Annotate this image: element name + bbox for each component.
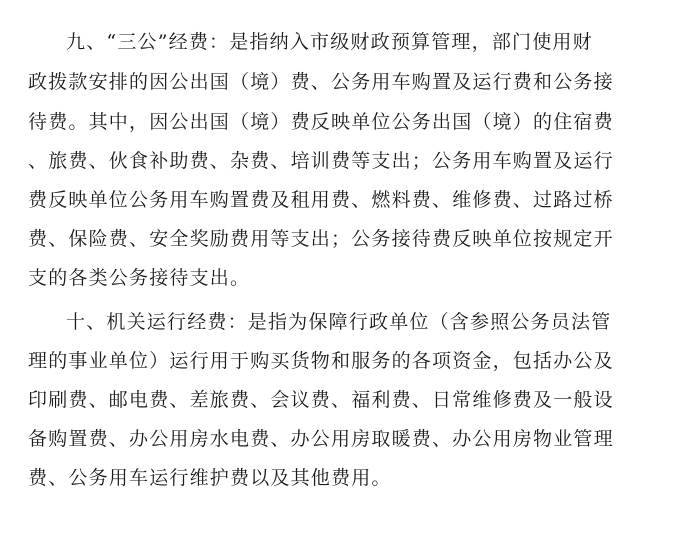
paragraph-2-line-4: 备购置费、办公用房水电费、办公用房取暖费、办公用房物业管理 [28,428,614,450]
paragraph-1-line-1: 九、“三公”经费：是指纳入市级财政预算管理，部门使用财 [66,31,593,53]
paragraph-2-line-5: 费、公务用车运行维护费以及其他费用。 [28,467,392,489]
paragraph-1-line-7: 支的各类公务接待支出。 [28,267,251,289]
paragraph-1-line-6: 费、保险费、安全奖励费用等支出；公务接待费反映单位按规定开 [28,228,614,250]
paragraph-2-line-2: 理的事业单位）运行用于购买货物和服务的各项资金，包括办公及 [28,350,614,372]
paragraph-2-line-3: 印刷费、邮电费、差旅费、会议费、福利费、日常维修费及一般设 [28,389,614,411]
paragraph-2-line-1: 十、机关运行经费：是指为保障行政单位（含参照公务员法管 [66,311,612,333]
paragraph-1-line-4: 、旅费、伙食补助费、杂费、培训费等支出；公务用车购置及运行 [28,150,614,172]
paragraph-1-line-3: 待费。其中，因公出国（境）费反映单位公务出国（境）的住宿费 [28,111,614,133]
paragraph-1-line-2: 政拨款安排的因公出国（境）费、公务用车购置及运行费和公务接 [28,71,614,93]
paragraph-1-line-5: 费反映单位公务用车购置费及租用费、燃料费、维修费、过路过桥 [28,189,614,211]
